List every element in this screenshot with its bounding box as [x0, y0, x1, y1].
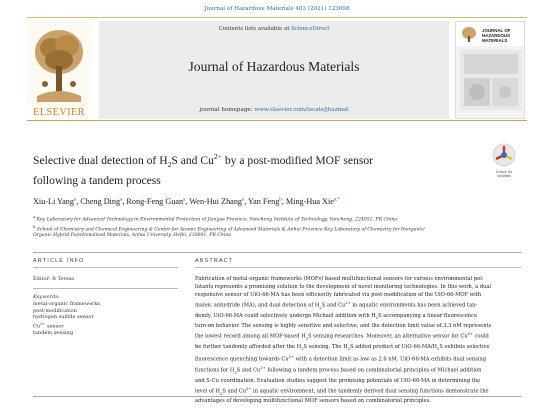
affiliation-marker: a [33, 215, 36, 219]
text-part: following a tandem process based on combinatorial principles of Michael addition [265, 367, 482, 374]
crossmark-label-line: Check for [495, 170, 513, 174]
subscript: 2 [437, 346, 440, 351]
subscript: 2 [301, 346, 304, 351]
author-name[interactable]: Rong-Feng Guan [126, 197, 184, 206]
contents-prefix: Contents lists available at [218, 26, 292, 32]
text-part: level of H [195, 388, 221, 395]
author-affiliation-marker[interactable]: a [242, 197, 245, 203]
superscript: 2+ [345, 301, 351, 306]
abstract-line: responsive sensor of UiO-66-MA has been efficiently fabricated via post-modification of the UiO-66-MOF with [195, 292, 482, 299]
abstract-line [195, 353, 521, 364]
bottom-divider [33, 396, 521, 397]
subscript: 2 [305, 336, 308, 341]
text-part: in aquatic environments has been achieved tan- [350, 302, 478, 309]
abstract-line: lutants represents a promising solution to the development of novel monitoring technologies. In this work, a dual [195, 284, 492, 291]
subscript: 2 [220, 391, 223, 396]
text-part: in aquatic environment, and the tandemly derived dual sensing functions demonstrate the [251, 388, 489, 395]
text-part: S added product of UiO-66-MA/H [350, 343, 438, 350]
text-part: maleic anhydride (MA), and dual detection of H [195, 302, 320, 309]
article-title [33, 149, 463, 188]
cover-title-line: HAZARDOUS [482, 33, 511, 38]
cover-title [482, 28, 525, 43]
text-part: demly. UiO-66-MA could selectively undergo Michael addition with H [195, 312, 376, 319]
journal-header-box [99, 21, 449, 119]
author-name[interactable]: Yan Feng [248, 197, 280, 206]
subscript: 2 [375, 315, 379, 320]
title-superscript: 2+ [213, 152, 222, 161]
homepage-prefix: journal homepage: [199, 107, 255, 113]
text-part: S and Cu [236, 367, 261, 374]
abstract-line [195, 343, 521, 353]
subscript: 2 [319, 305, 322, 310]
journal-homepage [99, 107, 449, 113]
article-info-rule [33, 267, 178, 268]
abstract-line: Fabrication of metal-organic frameworks (MOFs) based multifunctional sensors for various environmental pol- [195, 276, 484, 282]
author-name[interactable]: Wen-Hui Zhang [189, 197, 243, 206]
article-info-heading: ARTICLE INFO [33, 258, 85, 264]
text-part: functions for H [195, 367, 235, 374]
homepage-link[interactable]: www.elsevier.com/locate/jhazmat [254, 107, 349, 113]
text-part: be further tandemly afforded after the H [195, 343, 302, 350]
author-list: Xiu-Li Yang$^a$, Cheng Ding$^a$, Rong-Feng Guan$^a$, Wen-Hui Zhang$^a$, Yan Feng$^b$, Ming-Hua Xie$^{a,*}$ [33, 197, 340, 206]
sciencedirect-link[interactable]: ScienceDirect [291, 26, 330, 32]
journal-masthead [27, 17, 527, 121]
text-part: S exhibits selective [439, 343, 490, 350]
title-part: following a tandem process [33, 173, 161, 187]
superscript: 2+ [246, 386, 252, 391]
author-affiliation-marker[interactable]: a [183, 197, 186, 203]
keyword[interactable]: tandem sensing [33, 330, 74, 337]
affiliation-b [33, 224, 523, 234]
elsevier-tree-icon [27, 22, 91, 106]
affiliation-marker: b [33, 224, 36, 229]
affiliations [33, 214, 523, 240]
superscript: 2+ [467, 332, 473, 337]
author-name[interactable]: Ming-Hua Xie [285, 197, 334, 206]
cover-elsevier-icon [460, 26, 478, 42]
abstract-line [195, 312, 521, 322]
text-part: S and Cu [222, 388, 247, 395]
subscript: 2 [347, 346, 351, 351]
affiliation-text: Key Laboratory for Advanced Technology in Environmental Protection of Jiangsu Province, Yancheng Institute of Technology, Yancheng, 224051, PR China [36, 217, 398, 223]
text-part: could [472, 333, 489, 340]
affiliation-text: School of Chemistry and Chemical Engineering & Center for Atomic Engineering of Advanced Materials & Anhui Province Key Laboratory of Chemistry for Inorganic/ [36, 227, 425, 233]
elsevier-logo[interactable] [27, 22, 91, 120]
keyword-part: sensor [45, 323, 64, 330]
abstract-line: advantages of developing multifunctional MOF sensors based on combinatorial principles. [195, 398, 431, 405]
keyword-superscript: 2+ [40, 321, 46, 326]
text-part: fluorescence quenching towards Cu [195, 356, 289, 363]
title-part: by a post-modified MOF sensor [221, 153, 374, 167]
text-part: S accompanying a linear fluorescence [378, 312, 478, 319]
title-subscript: 2 [167, 160, 172, 170]
author-name[interactable]: Xiu-Li Yang [33, 197, 74, 206]
keyword[interactable]: post-modification [33, 307, 77, 314]
abstract-line [195, 299, 521, 312]
keyword[interactable]: hydrogen sulfide sensor [33, 314, 94, 321]
abstract-heading: ABSTRACT [195, 258, 234, 264]
keywords-list [33, 301, 178, 337]
text-part: S and Cu [321, 302, 346, 309]
affiliation-b-cont: Organic Hybrid Functionalized Materials, Anhui University, Hefei, 230601, PR China [33, 233, 231, 239]
section-divider [33, 252, 521, 253]
journal-reference[interactable]: Journal of Hazardous Materials 403 (2021) 123698 [204, 6, 350, 12]
text-part: S sensing researches. Moreover, an alternative sensor for Cu [307, 333, 468, 340]
affiliation-a [33, 214, 523, 224]
article-info-rule [33, 288, 178, 289]
author-name[interactable]: Cheng Ding [80, 197, 121, 206]
cover-title-line: JOURNAL OF [482, 28, 511, 33]
author-affiliation-marker[interactable]: a [120, 197, 123, 203]
cover-artwork-icon [460, 50, 522, 110]
text-part: S sensing. The H [303, 343, 348, 350]
superscript: 2+ [288, 354, 294, 359]
editor-line: Editor: R Teresa [33, 276, 75, 282]
keyword[interactable] [33, 321, 178, 330]
cover-title-line: MATERIALS [482, 38, 508, 43]
abstract-rule [195, 267, 521, 268]
author-affiliation-marker[interactable]: a [73, 197, 77, 203]
subscript: 2 [234, 370, 237, 375]
publisher-name: ELSEVIER [33, 107, 85, 118]
title-part: S and Cu [171, 153, 214, 167]
author-affiliation-marker[interactable]: a,* [333, 197, 340, 203]
abstract-line [195, 364, 521, 377]
text-part: the lowest record among all MOF-based H [195, 333, 306, 340]
contents-availability [99, 26, 449, 32]
keyword[interactable]: metal-organic frameworks [33, 301, 100, 307]
crossmark-label-line: updates [497, 174, 511, 179]
journal-cover-thumbnail[interactable] [455, 21, 525, 119]
text-part: with a detection limit as low as 2.6 nM. UiO-66-MA exhibits dual sensing [294, 356, 487, 363]
abstract-line [195, 330, 521, 343]
journal-title[interactable]: Journal of Hazardous Materials [188, 59, 360, 74]
abstract-line: and S-Cu coordination. Evaluation studies suggest the promising potentials of UiO-66-MA in determining the [195, 377, 481, 384]
title-part: Selective dual detection of H [33, 153, 168, 167]
crossmark-label [484, 170, 524, 178]
keyword-part: Cu [33, 323, 41, 330]
author-affiliation-marker[interactable]: b [279, 197, 282, 203]
abstract-body [195, 275, 521, 405]
abstract-line: turn-on behavior. The sensing is highly sensitive and selective, and the detection limit value of 3.3 nM represents [195, 323, 492, 330]
superscript: 2+ [260, 365, 266, 370]
keywords-label: Keywords: [33, 294, 60, 300]
